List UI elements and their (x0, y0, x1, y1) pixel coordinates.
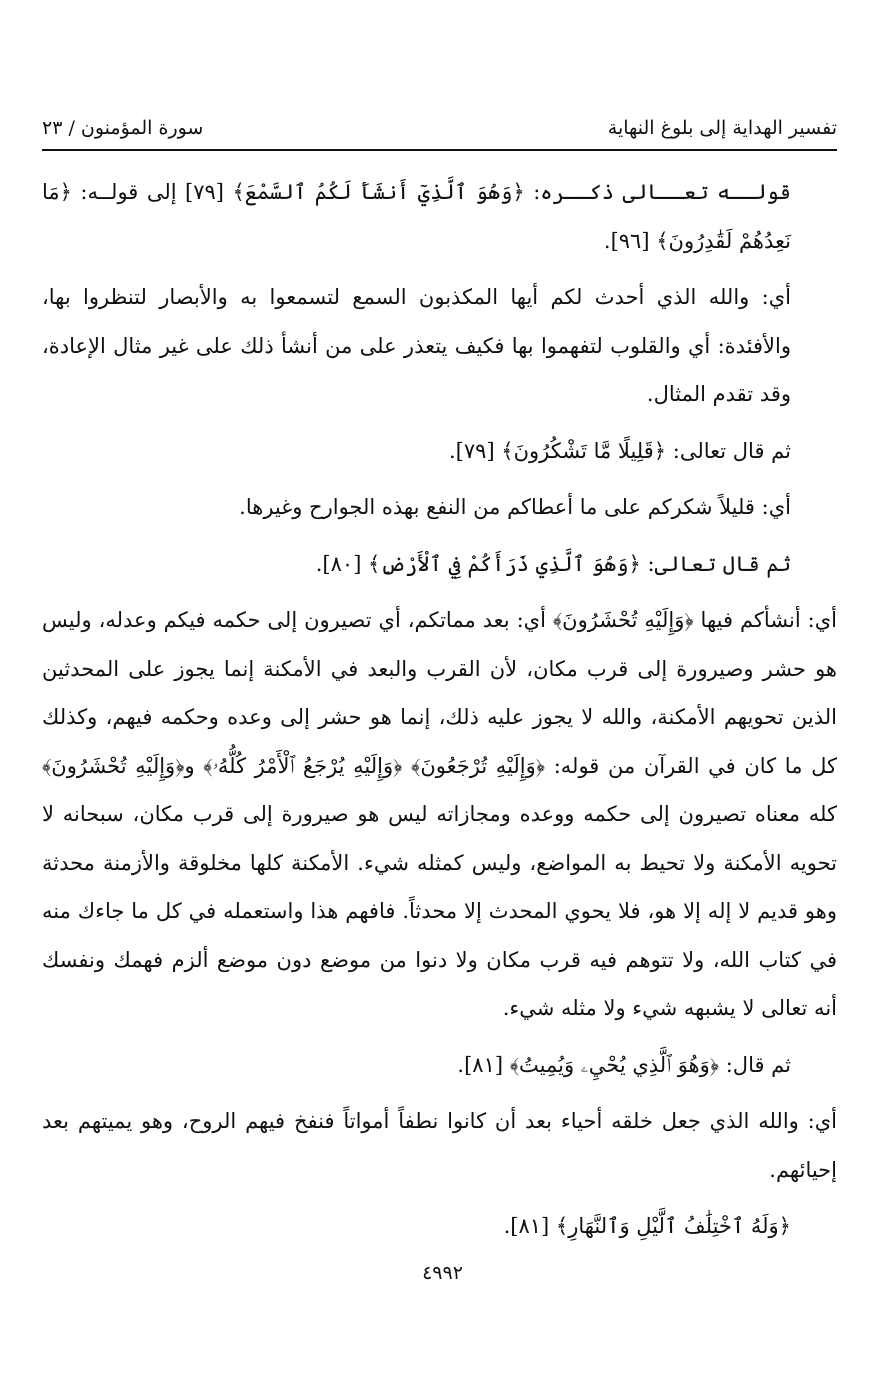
paragraph: ثم قال: ﴿وَهُوَ ٱلَّذِي يُحْيِۦ وَيُمِيتُ﴾ [٨١]. (457, 1052, 791, 1077)
page-number: ٤٩٩٢ (422, 1262, 463, 1284)
paragraph: ثم قال تعالى: ﴿قَلِيلًا مَّا تَشْكُرُونَ﴾ [٧٩]. (449, 438, 791, 463)
paragraph: أي: قليلاً شكركم على ما أعطاكم من النفع بهذه الجوارح وغيرها. (239, 495, 791, 519)
paragraph: ثم قال تعالى: ﴿وَهُوَ ٱلَّذِي ذَرَأَكُمْ فِي ٱلْأَرْضِ﴾ [٨٠]. (315, 551, 791, 576)
surah-label: سورة المؤمنون / ٢٣ (42, 117, 204, 139)
header-rule (42, 149, 837, 151)
running-header (42, 108, 837, 148)
paragraph: أي: والله الذي أحدث لكم أيها المكذبون السمع لتسمعوا به والأبصار لتنظروا بها، والأفئدة: أي والقلوب لتفهموا بها فكيف يتعذر على من أنشأ ذلك على غير مثال الإعادة، وقد تقدم المثال. (42, 285, 791, 406)
paragraph: أي: والله الذي جعل خلقه أحياء بعد أن كانوا نطفاً أمواتاً فنفخ فيهم الروح، وهو يميتهم بعد إحيائهم. (42, 1109, 837, 1182)
paragraph: قولــه تعــالى ذكــره: ﴿وَهُوَ ٱلَّذِيٓ أَنشَأَ لَكُمُ ٱلسَّمْعَ﴾ [٧٩] إلى قولــه: ﴿مَا نَعِدُهُمْ لَقَٰدِرُونَ﴾ [٩٦]. (42, 180, 791, 253)
paragraph: أي: أنشأكم فيها ﴿وَإِلَيْهِ تُحْشَرُونَ﴾ أي: بعد مماتكم، أي تصيرون إلى حكمه فيكم وعدله، وليس هو حشر وصيرورة إلى قرب مكان، لأن القرب والبعد في الأمكنة إنما يجوز على المحدثين الذين تحويهم الأمكنة، والله لا يجوز عليه ذلك، إنما هو حشر إلى وعده وحكمه فيهم، وكذلك كل ما كان في القرآن من قوله: ﴿وَإِلَيْهِ تُرْجَعُونَ﴾ ﴿وَإِلَيْهِ يُرْجَعُ ٱلْأَمْرُ كُلُّهُۥ﴾ و﴿وَإِلَيْهِ تُحْشَرُونَ﴾ كله معناه تصيرون إلى حكمه ووعده ومجازاته ليس هو صيرورة إلى قرب مكان، سبحانه لا تحويه الأمكنة ولا تحيط به المواضع، وليس كمثله شيء. الأمكنة كلها مخلوقة والأزمنة محدثة وهو قديم لا إله إلا هو، فلا يحوي المحدث إلا محدثاً. فافهم هذا واستعمله في كل ما جاءك منه في كتاب الله، ولا تتوهم فيه قرب مكان ولا دنوا من موضع دون موضع ألزم فهمك ونفسك أنه تعالى لا يشبهه شيء ولا مثله شيء. (42, 608, 837, 1020)
commentary-body (42, 168, 837, 1259)
book-title: تفسير الهداية إلى بلوغ النهاية (607, 117, 837, 139)
paragraph: ﴿وَلَهُ ٱخْتِلَٰفُ ٱلَّيْلِ وَٱلنَّهَارِ﴾ [٨١]. (503, 1214, 791, 1238)
